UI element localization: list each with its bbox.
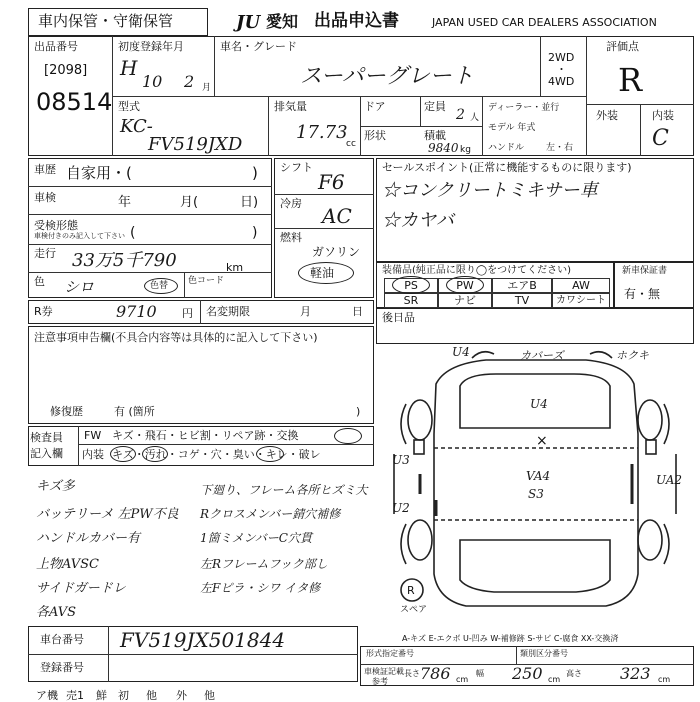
sales-point-line1: ☆コンクリートミキサー車 — [382, 180, 598, 201]
inspector-entry-label: 記入欄 — [30, 447, 63, 460]
drive-dot: ・ — [556, 63, 567, 76]
width-value: 250 — [512, 664, 543, 683]
notes-label: 注意事項申告欄(不具合内容等は具体的に記入して下さい) — [34, 331, 318, 344]
fw-replace-circle — [334, 428, 362, 444]
length-unit: cm — [456, 675, 469, 684]
history-value: 自家用・( — [66, 164, 132, 182]
load-unit: kg — [460, 145, 471, 155]
mark-hook: ホクキ — [616, 349, 649, 362]
mileage-unit: km — [226, 261, 244, 274]
bottom-cell: 売1 — [66, 689, 84, 702]
bottom-cell: ア機 — [36, 689, 58, 702]
equip-leather: カワシート — [552, 293, 610, 308]
height-value: 323 — [620, 664, 651, 683]
bottom-cell: 他 — [146, 689, 157, 702]
interior-dirt-circle — [142, 446, 168, 462]
inspection-month-unit: 月( — [180, 195, 199, 210]
r-ticket-frame — [28, 300, 374, 324]
inspector-fw: FW — [84, 429, 102, 442]
type-line2: FV519JXD — [148, 134, 243, 155]
interior-scratch-circle — [110, 446, 136, 462]
model-year-label: モデル 年式 — [488, 123, 536, 133]
model-name-label: 車名・グレード — [220, 40, 297, 53]
inspector-label: 検査員 — [30, 431, 63, 444]
interior-score: C — [652, 126, 669, 151]
storage-note: 車内保管・守衛保管 — [38, 12, 174, 30]
inspection-label: 車検 — [34, 191, 56, 204]
type-no-label: 形式指定番号 — [366, 649, 414, 658]
inspector-note: ハンドルカバー有 — [36, 531, 141, 546]
region: 愛知 — [266, 12, 299, 31]
displacement-unit: cc — [346, 139, 356, 149]
repair-value: 有 (箇所 — [114, 405, 155, 418]
handle-options: 左・右 — [546, 143, 574, 153]
association-name: JAPAN USED CAR DEALERS ASSOCIATION — [432, 16, 657, 29]
bottom-cell: 外 — [176, 689, 187, 702]
repair-label: 修復歴 — [50, 405, 83, 418]
mark-u4-mid: U4 — [530, 397, 548, 411]
sales-point-line2: ☆カヤバ — [382, 210, 454, 231]
sales-point-label: セールスポイント(正常に機能するものに限ります) — [382, 161, 632, 174]
inspector-note: Rクロスメンバー錆穴補修 — [200, 507, 341, 521]
registration-month: 2 — [184, 72, 195, 91]
inspection-year-unit: 年 — [118, 195, 132, 210]
mark-x: × — [536, 433, 548, 449]
fuel-label: 燃料 — [280, 231, 302, 244]
form-title: 出品申込書 — [314, 11, 399, 31]
color-code-label: 色コード — [188, 276, 225, 286]
chassis-label: 車台番号 — [40, 633, 84, 646]
history-label: 車歴 — [34, 163, 56, 176]
equip-pw-circle — [446, 276, 484, 294]
acceptance-label: 受検形態 — [34, 219, 78, 232]
inspector-note: 左Rフレームフック部し — [200, 557, 328, 571]
inspector-row2: キズ・汚れ・コゲ・穴・臭い・キレ・破レ — [112, 448, 321, 461]
inspector-note: 下廻り、フレーム各所ヒズミ大 — [200, 483, 368, 497]
equip-pw: PW — [438, 278, 492, 293]
name-change-month: 月 — [300, 305, 311, 318]
equip-sr: SR — [384, 293, 438, 308]
mileage-label: 走行 — [34, 247, 56, 260]
model-name-value: スーパーグレート — [300, 64, 474, 89]
mark-u2: U2 — [392, 501, 410, 515]
name-change-day: 日 — [352, 305, 363, 318]
class-no-label: 類別区分番号 — [520, 649, 568, 658]
registration-label: 初度登録年月 — [118, 40, 184, 53]
load-value: 9840 — [428, 141, 459, 155]
mark-va4: VA4 — [526, 469, 551, 483]
bottom-cell: 鮮 — [96, 689, 107, 702]
mark-cover: カバーズ — [520, 349, 564, 362]
height-label: 高さ — [566, 669, 582, 678]
interior-label: 内装 — [652, 109, 674, 122]
registration-year: 10 — [142, 72, 163, 91]
inspector-row1: キズ・飛石・ヒビ割・リペア跡・交換 — [112, 429, 299, 442]
r-ticket-label: R券 — [34, 305, 53, 318]
inspector-interior: 内装 — [82, 448, 104, 461]
r-ticket-unit: 円 — [182, 307, 193, 320]
inspector-note: 左Fピラ・シワ イタ修 — [200, 581, 321, 595]
shape-label: 形状 — [364, 129, 386, 142]
color-label: 色 — [34, 275, 45, 288]
remarks-label: 後日品 — [382, 311, 415, 324]
ref-label: 参考 — [372, 677, 388, 686]
drive-2wd: 2WD — [548, 51, 575, 64]
inspector-note: 上物AVSC — [36, 557, 99, 572]
ac-label: 冷房 — [280, 197, 302, 210]
mark-u4-top: U4 — [452, 345, 470, 359]
equip-navi: ナビ — [438, 293, 492, 308]
lot-number: 08514 — [36, 88, 113, 116]
acceptance-note: 車検付きのみ記入して下さい — [34, 232, 125, 240]
inspection-day-unit: 日) — [240, 195, 259, 210]
ju-logo: JU — [236, 12, 261, 33]
bottom-cell: 他 — [204, 689, 215, 702]
equip-tv: TV — [492, 293, 552, 308]
acceptance-paren-close: ) — [252, 225, 258, 241]
load-label: 積載 — [424, 129, 446, 142]
capacity-value: 2 — [456, 107, 465, 123]
dealer-label: ディーラー・並行 — [488, 103, 560, 113]
capacity-unit: 人 — [470, 113, 480, 123]
width-label: 幅 — [476, 669, 484, 678]
color-value: シロ — [64, 278, 95, 296]
repair-close: ) — [356, 405, 361, 418]
equip-aw: AW — [552, 278, 610, 293]
mark-ua2: UA2 — [656, 473, 683, 487]
registration-month-unit: 月 — [202, 83, 212, 93]
drive-4wd: 4WD — [548, 75, 575, 88]
warranty-label: 新車保証書 — [622, 266, 668, 276]
lot-bracket: [2098] — [44, 63, 88, 78]
register-label: 登録番号 — [40, 661, 84, 674]
displacement-label: 排気量 — [274, 100, 307, 113]
inspector-note: 各AVS — [36, 605, 77, 620]
acceptance-paren-open: ( — [130, 225, 136, 241]
equip-ps-circle — [392, 276, 430, 294]
cert-label: 車検証記載 — [364, 667, 404, 676]
type-label: 型式 — [118, 100, 140, 113]
inspector-note: 1箇ミメンバーC穴貫 — [200, 531, 312, 545]
remarks-frame — [376, 308, 694, 344]
doors-label: ドア — [364, 100, 386, 113]
length-value: 786 — [420, 664, 451, 683]
interior-smell-circle — [256, 446, 284, 462]
mark-s3: S3 — [528, 487, 544, 501]
r-ticket-value: 9710 — [116, 302, 157, 321]
history-close: ) — [252, 164, 258, 182]
mark-u3: U3 — [392, 453, 410, 467]
inspector-note: キズ多 — [36, 479, 75, 494]
equipment-label: 装備品(純正品に限り◯をつけてください) — [382, 265, 571, 276]
inspector-note: サイドガードレ — [36, 581, 126, 596]
fuel-option-diesel: 軽油 — [310, 266, 335, 280]
spare-label: スペア — [400, 605, 428, 615]
mileage-value: 33万5千790 — [72, 250, 177, 271]
handle-label: ハンドル — [488, 143, 525, 153]
name-change-label: 名変期限 — [206, 305, 250, 318]
warranty-options: 有・無 — [624, 287, 661, 301]
bottom-cell: 初 — [118, 689, 129, 702]
lot-label: 出品番号 — [34, 40, 78, 53]
displacement-value: 17.73 — [296, 122, 348, 143]
shift-value: F6 — [318, 170, 345, 194]
capacity-label: 定員 — [424, 100, 446, 113]
registration-era: H — [120, 56, 138, 80]
width-unit: cm — [548, 675, 561, 684]
rating-label: 評価点 — [606, 40, 639, 53]
exterior-label: 外装 — [596, 109, 618, 122]
spare-symbol: R — [407, 584, 415, 597]
equip-airbag: エアB — [492, 278, 552, 293]
inspector-note: バッテリーメ 左PW不良 — [36, 507, 179, 522]
color-change-label: 色替 — [150, 281, 169, 291]
ac-value: AC — [322, 204, 352, 228]
height-unit: cm — [658, 675, 671, 684]
length-label: 長さ — [404, 669, 420, 678]
equip-ps: PS — [384, 278, 438, 293]
chassis-value: FV519JX501844 — [120, 628, 286, 652]
type-line1: KC- — [120, 116, 153, 137]
legend-text: A-キズ E-エクボ U-凹み W-補修跡 S-サビ C-腐食 XX-交換済 — [402, 634, 619, 643]
rating-score: R — [618, 61, 643, 99]
fuel-option-gasoline: ガソリン — [312, 245, 361, 259]
shift-label: シフト — [280, 161, 313, 174]
